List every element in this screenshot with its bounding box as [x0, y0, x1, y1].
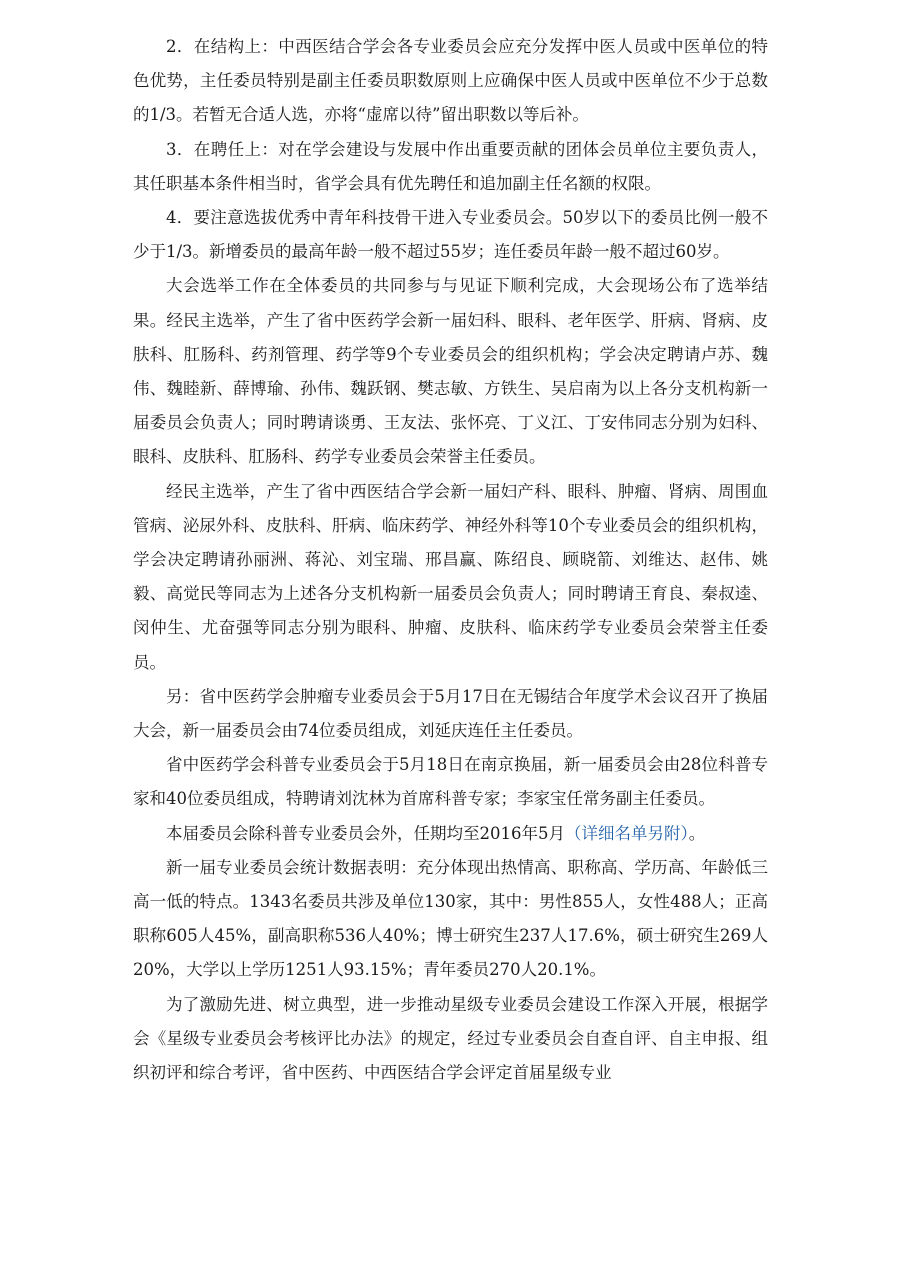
paragraph-tcm-election: 大会选举工作在全体委员的共同参与与见证下顺利完成，大会现场公布了选举结果。经民主选举，产生了省中医药学会新一届妇科、眼科、老年医学、肝病、肾病、皮肤科、肛肠科、药剂管理、药学等9个专业委员会的组织机构；学会决定聘请卢苏、魏伟、魏睦新、薛博瑜、孙伟、魏跃钢、樊志敏、方铁生、吴启南为以上各分支机构新一届委员会负责人；同时聘请谈勇、王友法、张怀亮、丁义江、丁安伟同志分别为妇科、眼科、皮肤科、肛肠科、药学专业委员会荣誉主任委员。 — [133, 276, 768, 467]
paragraph-science-popularization: 省中医药学会科普专业委员会于5月18日在南京换届，新一届委员会由28位科普专家和40位委员组成，特聘请刘沈林为首席科普专家；李家宝任常务副主任委员。 — [133, 755, 768, 809]
paragraph-term — [133, 817, 768, 851]
document-page — [133, 30, 768, 1090]
paragraph-oncology: 另：省中医药学会肿瘤专业委员会于5月17日在无锡结合年度学术会议召开了换届大会，新一届委员会由74位委员组成，刘延庆连任主任委员。 — [133, 686, 768, 741]
paragraph-statistics: 新一届专业委员会统计数据表明：充分体现出热情高、职称高、学历高、年龄低三高一低的特点。1343名委员共涉及单位130家，其中：男性855人，女性488人；正高职称605人45%，副高职称536人40%；博士研究生237人17.6%，硕士研究生269人20%，大学以上学历1251人93.15%；青年委员270人20.1%。 — [133, 857, 768, 980]
paragraph-star-rating: 为了激励先进、树立典型，进一步推动星级专业委员会建设工作深入开展，根据学会《星级专业委员会考核评比办法》的规定，经过专业委员会自查自评、自主申报、组织初评和综合考评，省中医药、中西医结合学会评定首届星级专业 — [133, 994, 768, 1083]
detailed-list-link[interactable]: （详细名单另附） — [565, 823, 689, 843]
paragraph-integrated-election: 经民主选举，产生了省中西医结合学会新一届妇产科、眼科、肿瘤、肾病、周围血管病、泌尿外科、皮肤科、肝病、临床药学、神经外科等10个专业委员会的组织机构，学会决定聘请孙丽洲、蒋沁、刘宝瑞、邢昌赢、陈绍良、顾晓箭、刘维达、赵伟、姚毅、高觉民等同志为上述各分支机构新一届委员会负责人；同时聘请王育良、秦叔逵、闵仲生、尤奋强等同志分别为眼科、肿瘤、皮肤科、临床药学专业委员会荣誉主任委员。 — [133, 481, 768, 672]
paragraph-young-members: 4．要注意选拔优秀中青年科技骨干进入专业委员会。50岁以下的委员比例一般不少于1/3。新增委员的最高年龄一般不超过55岁；连任委员年龄一般不超过60岁。 — [133, 208, 768, 262]
paragraph-structure: 2．在结构上：中西医结合学会各专业委员会应充分发挥中医人员或中医单位的特色优势，主任委员特别是副主任委员职数原则上应确保中医人员或中医单位不少于总数的1/3。若暂无合适人选，亦将“虚席以待”留出职数以等后补。 — [133, 37, 768, 125]
term-text: 本届委员会除科普专业委员会外，任期均至2016年5月 — [166, 823, 565, 843]
term-tail: 。 — [688, 823, 706, 843]
paragraph-appointment: 3．在聘任上：对在学会建设与发展中作出重要贡献的团体会员单位主要负责人，其任职基本条件相当时，省学会具有优先聘任和追加副主任名额的权限。 — [133, 139, 768, 193]
